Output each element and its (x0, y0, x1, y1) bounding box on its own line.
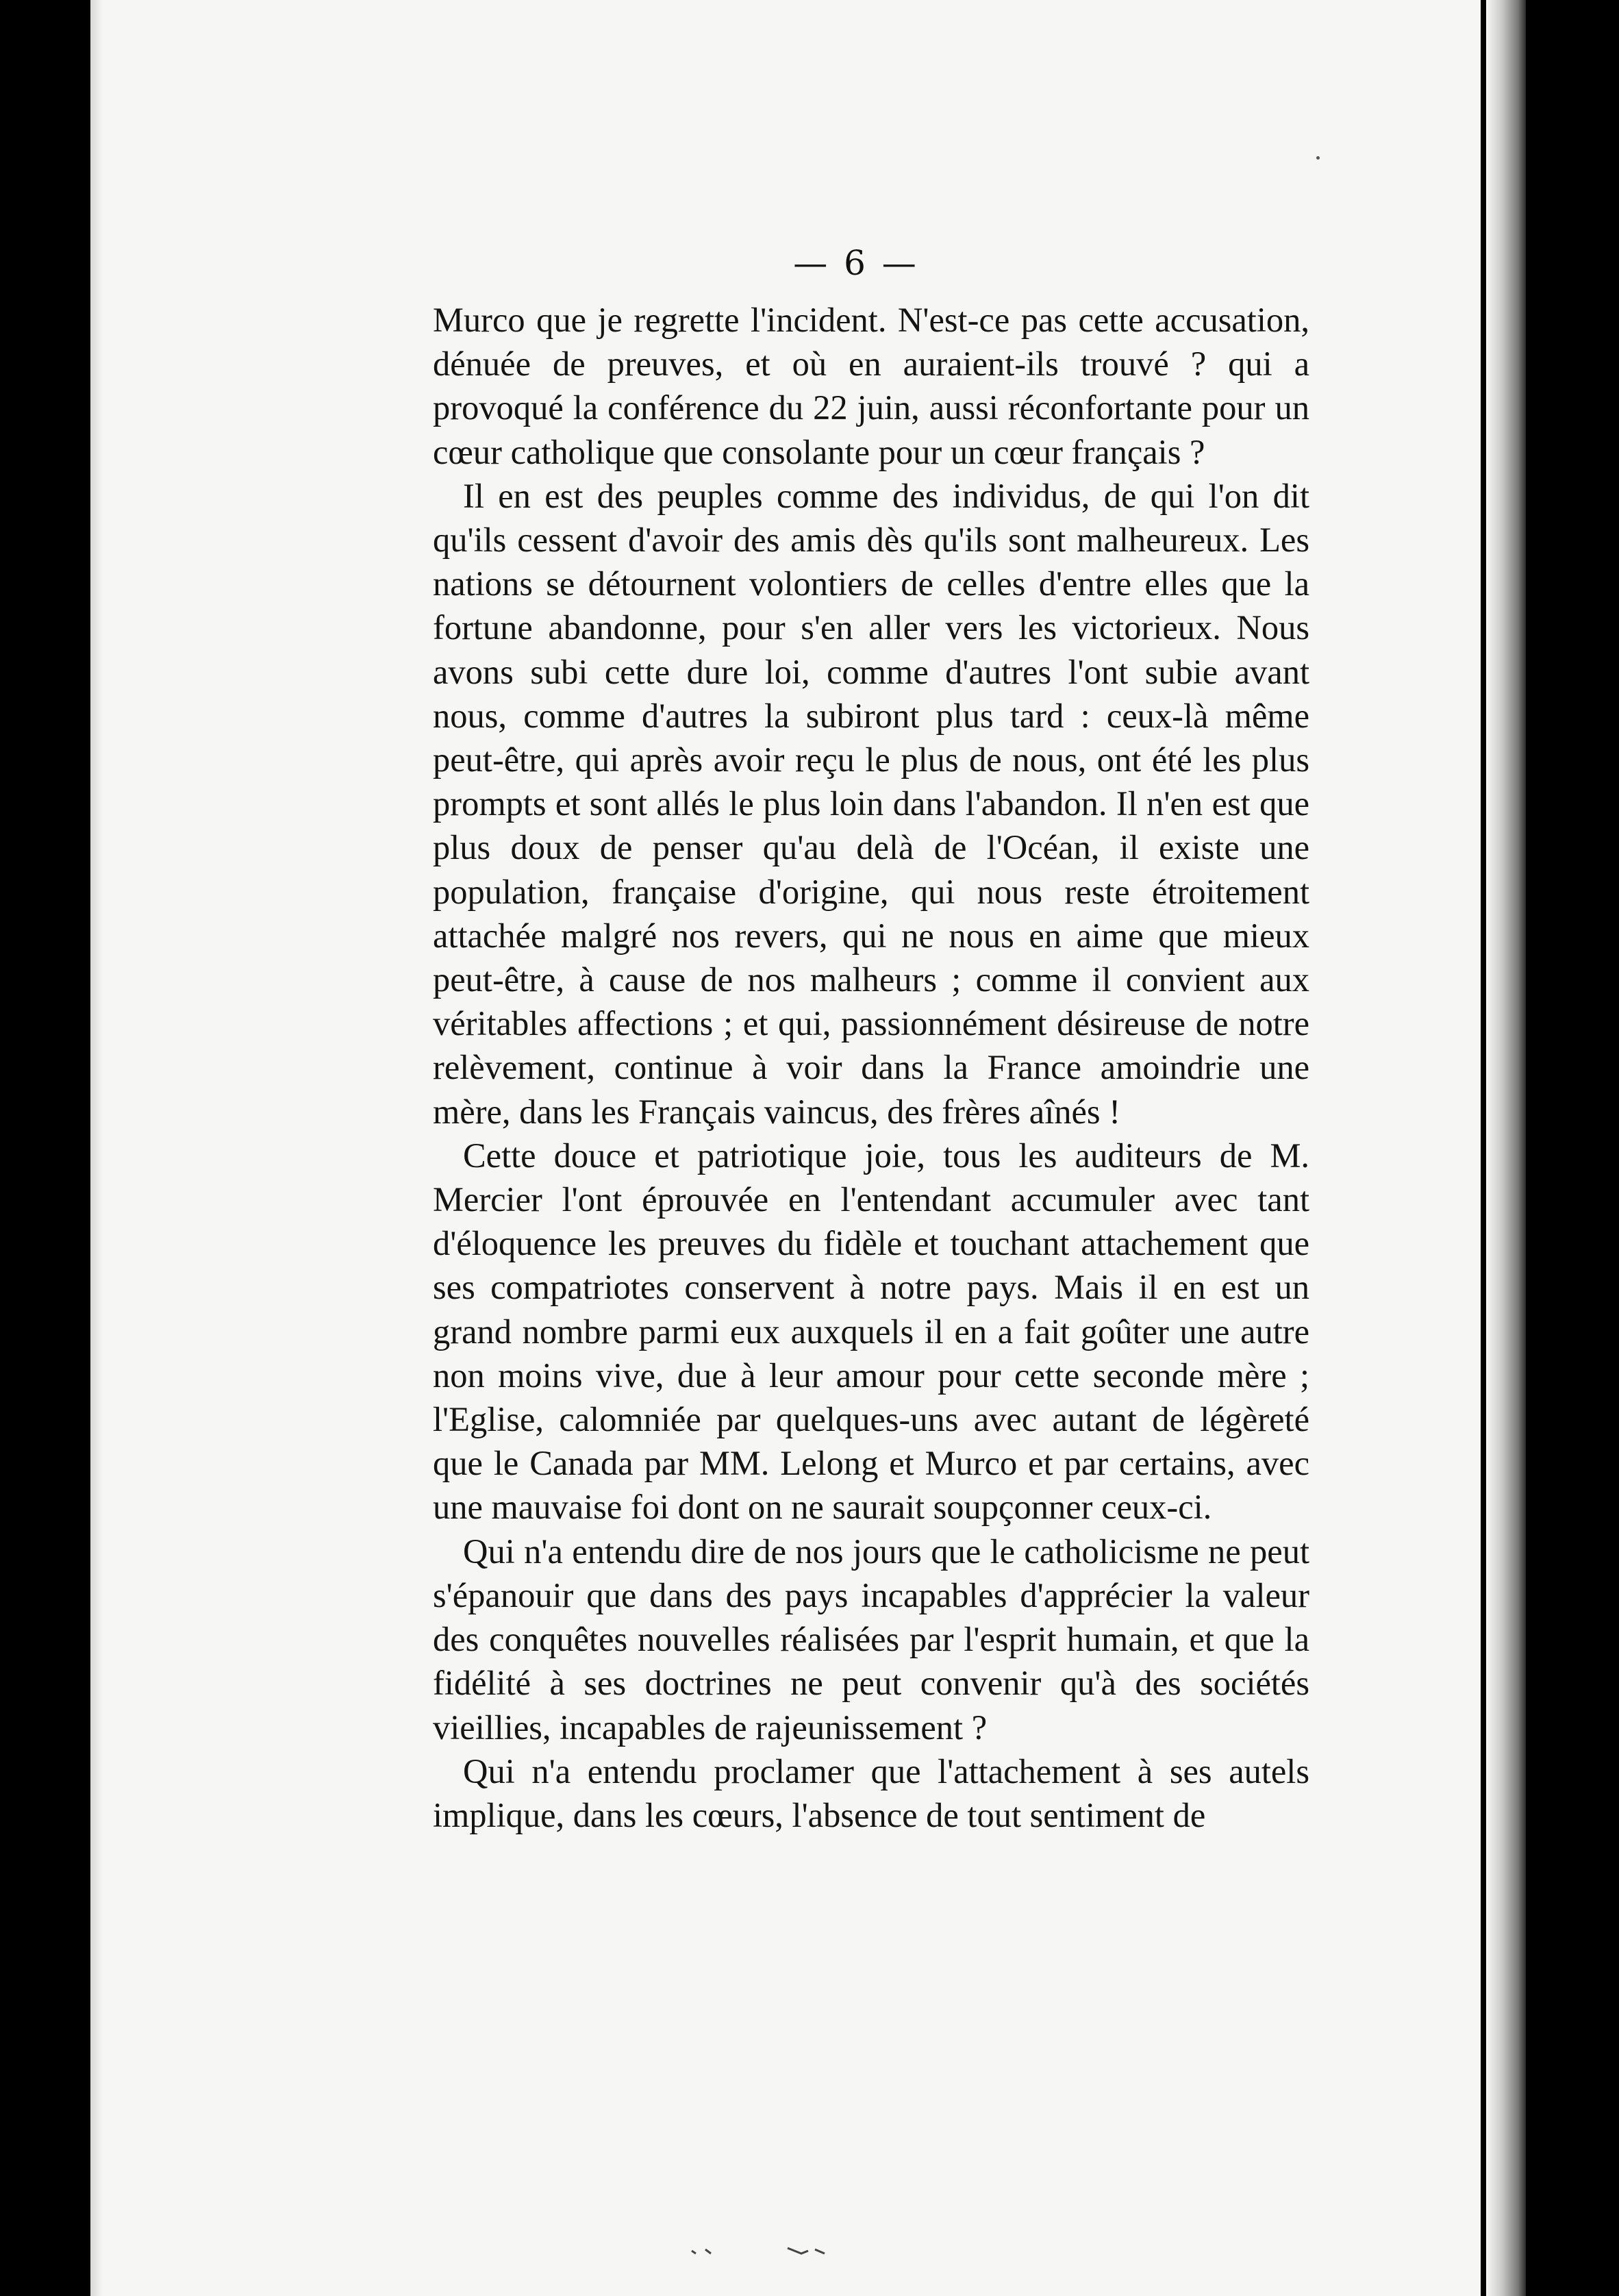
paragraph-2: Il en est des peuples comme des individus, de qui l'on dit qu'ils cessent d'avoir des amis dès qu'ils sont malheureux. Les nations se détournent volontiers de celles d'entre elles que la fortune abandonne, pour s'en aller vers les victorieux. Nous avons subi cette dure loi, comme d'autres l'ont subie avant nous, comme d'autres la subiront plus tard : ceux-là même peut-être, qui après avoir reçu le plus de nous, ont été les plus prompts et sont allés le plus loin dans l'abandon. Il n'en est que plus doux de penser qu'au delà de l'Océan, il existe une population, française d'origine, qui nous reste étroitement attachée malgré nos revers, qui ne nous en aime que mieux peut-être, à cause de nos malheurs ; comme il convient aux véritables affections ; et qui, passionnément désireuse de notre relèvement, continue à voir dans la France amoindrie une mère, dans les Français vaincus, des frères aînés ! (433, 476, 1309, 1131)
scan-artifact-marks (685, 2245, 863, 2259)
paragraph-4: Qui n'a entendu dire de nos jours que le catholicisme ne peut s'épanouir que dans des pays incapables d'apprécier la valeur des conquêtes nouvelles réalisées par l'esprit humain, et que la fidélité à ses doctrines ne peut convenir qu'à des sociétés vieillies, incapables de rajeunissement ? (433, 1532, 1309, 1747)
body-text (433, 298, 1309, 1837)
scan-speck (1316, 156, 1320, 160)
page-number: — 6 — (793, 243, 919, 283)
page-left-gutter (90, 0, 103, 2296)
paragraph-1: Murco que je regrette l'incident. N'est-ce pas cette accusation, dénuée de preuves, et où en auraient-ils trouvé ? qui a provoqué la conférence du 22 juin, aussi réconfortante pour un cœur catholique que consolante pour un cœur français ? (433, 301, 1309, 471)
paragraph-3: Cette douce et patriotique joie, tous les auditeurs de M. Mercier l'ont éprouvée en l'entendant accumuler avec tant d'éloquence les preuves du fidèle et touchant attachement que ses compatriotes conservent à notre pays. Mais il en est un grand nombre parmi eux auxquels il en a fait goûter une autre non moins vive, due à leur amour pour cette seconde mère ; l'Eglise, calomniée par quelques-uns avec autant de légèreté que le Canada par MM. Lelong et Murco et par certains, avec une mauvaise foi dont on ne saurait soupçonner ceux-ci. (433, 1136, 1309, 1527)
page-right-edge (1486, 0, 1526, 2296)
paragraph-5: Qui n'a entendu proclamer que l'attachement à ses autels implique, dans les cœurs, l'absence de tout sentiment de (433, 1751, 1309, 1834)
